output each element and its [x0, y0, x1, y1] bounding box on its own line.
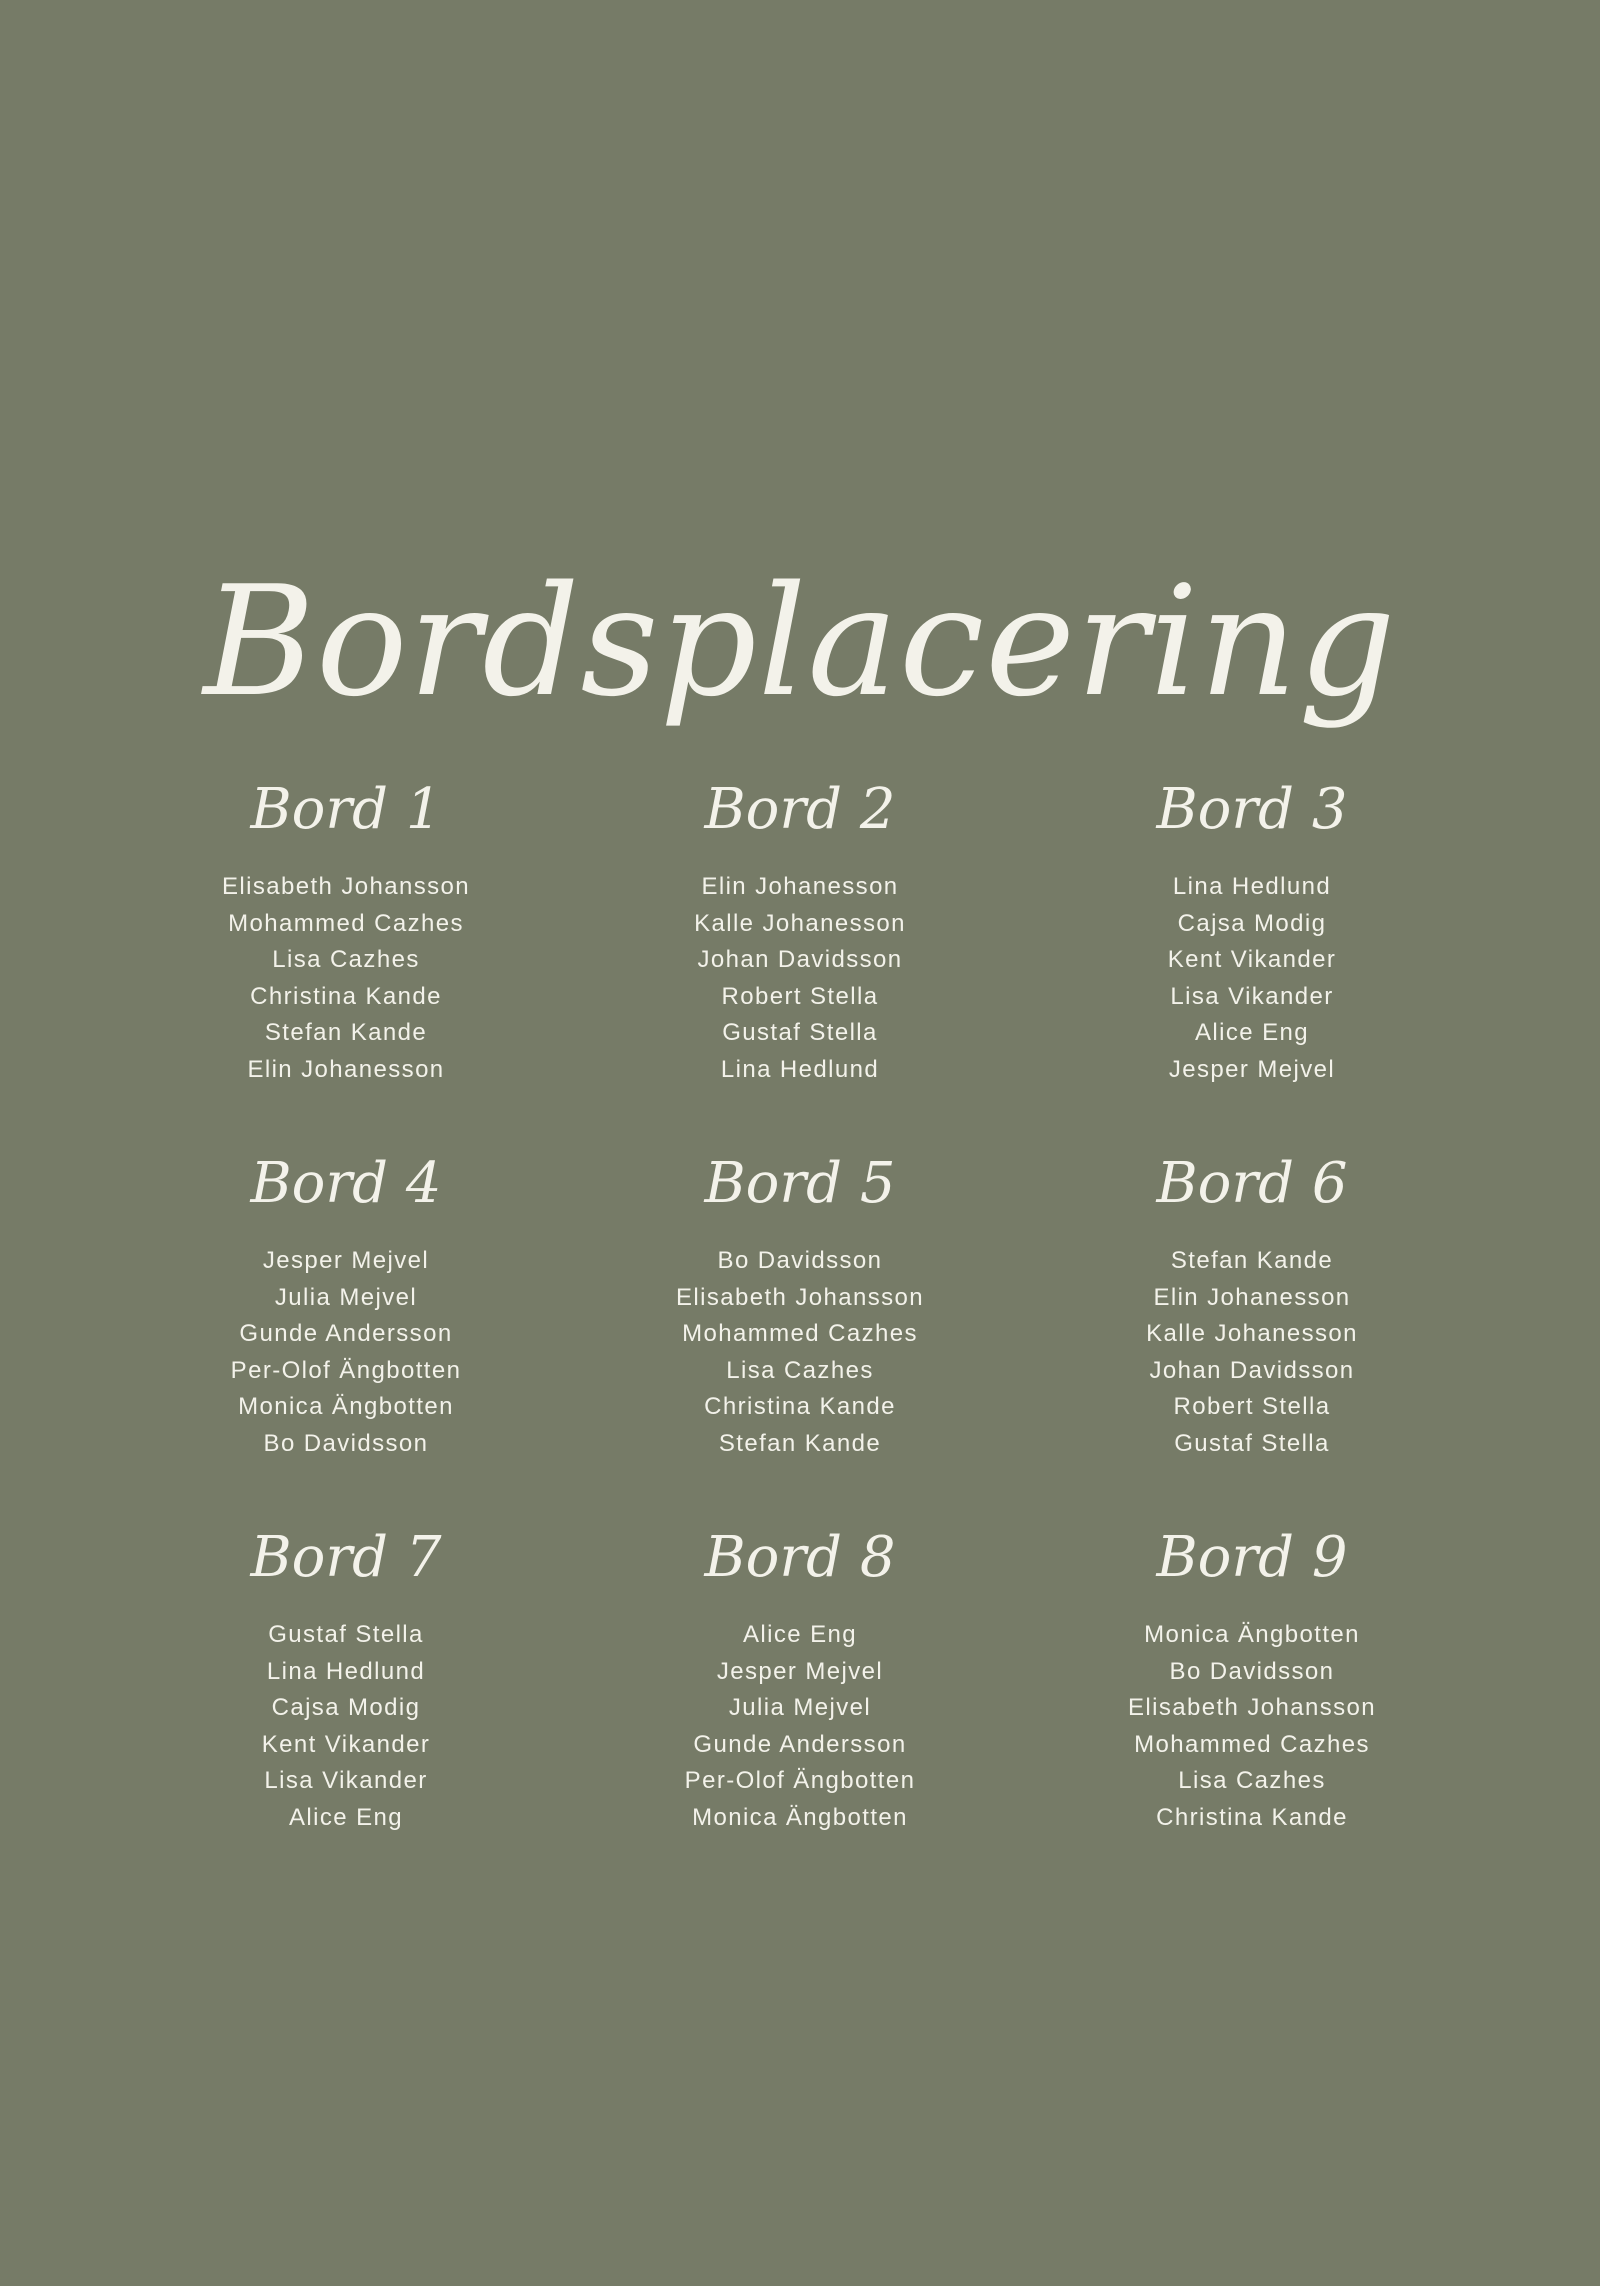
- guest-name: Elisabeth Johansson: [675, 1283, 925, 1311]
- guest-name: Cajsa Modig: [1177, 909, 1327, 937]
- guest-name: Stefan Kande: [1170, 1247, 1334, 1274]
- guest-name: Lina Hedlund: [1172, 873, 1332, 900]
- guest-list: [146, 869, 546, 1088]
- guest-name: Bo Davidsson: [717, 1247, 883, 1274]
- page-title: Bordsplacering: [203, 552, 1397, 730]
- table-heading: Bord 1: [250, 777, 442, 842]
- table-heading: Bord 2: [704, 777, 896, 842]
- table-1: [146, 765, 546, 1088]
- guest-name: Jesper Mejvel: [716, 1657, 884, 1685]
- guest-name: Gunde Andersson: [693, 1730, 907, 1758]
- guest-name: Lisa Cazhes: [1178, 1767, 1326, 1794]
- table-6: [1052, 1139, 1452, 1462]
- guest-list: [1052, 1243, 1452, 1462]
- table-heading: Bord 5: [704, 1151, 896, 1216]
- guest-list: [1052, 869, 1452, 1088]
- guest-name: Alice Eng: [289, 1803, 403, 1831]
- table-3: [1052, 765, 1452, 1088]
- table-5: [600, 1139, 1000, 1462]
- guest-name: Johan Davidsson: [697, 946, 903, 973]
- guest-list: [600, 1243, 1000, 1462]
- table-2: [600, 765, 1000, 1088]
- guest-name: Elin Johanesson: [247, 1055, 445, 1083]
- table-4: [146, 1139, 546, 1462]
- guest-list: [146, 1243, 546, 1462]
- guest-name: Lina Hedlund: [720, 1055, 880, 1083]
- guest-list: [600, 1617, 1000, 1836]
- guest-name: Kalle Johanesson: [694, 909, 906, 937]
- table-8: [600, 1513, 1000, 1836]
- guest-name: Jesper Mejvel: [262, 1247, 430, 1274]
- guest-name: Cajsa Modig: [271, 1694, 421, 1721]
- guest-name: Elin Johanesson: [701, 873, 899, 900]
- guest-name: Lisa Cazhes: [272, 946, 420, 973]
- guest-name: Monica Ängbotten: [692, 1803, 908, 1831]
- table-heading: Bord 3: [1156, 777, 1348, 842]
- guest-name: Mohammed Cazhes: [682, 1320, 918, 1347]
- guest-name: Christina Kande: [250, 982, 442, 1010]
- table-7: [146, 1513, 546, 1836]
- guest-name: Alice Eng: [1195, 1019, 1309, 1046]
- guest-name: Kent Vikander: [1167, 946, 1337, 973]
- guest-name: Gustaf Stella: [722, 1019, 878, 1046]
- guest-name: Monica Ängbotten: [1144, 1621, 1360, 1648]
- guest-list: [146, 1617, 546, 1836]
- guest-name: Lisa Vikander: [264, 1767, 428, 1794]
- table-heading: Bord 9: [1156, 1525, 1348, 1590]
- guest-name: Christina Kande: [704, 1393, 896, 1420]
- table-heading: Bord 6: [1156, 1151, 1348, 1216]
- guest-name: Lina Hedlund: [266, 1657, 426, 1685]
- guest-name: Mohammed Cazhes: [228, 909, 464, 937]
- guest-name: Gustaf Stella: [268, 1621, 424, 1648]
- table-heading: Bord 8: [704, 1525, 896, 1590]
- guest-name: Elin Johanesson: [1153, 1283, 1351, 1311]
- guest-name: Christina Kande: [1156, 1803, 1348, 1831]
- guest-name: Monica Ängbotten: [238, 1393, 454, 1420]
- guest-name: Gustaf Stella: [1174, 1429, 1330, 1457]
- table-9: [1052, 1513, 1452, 1836]
- guest-name: Elisabeth Johansson: [221, 873, 471, 900]
- guest-name: Stefan Kande: [718, 1429, 882, 1457]
- guest-name: Jesper Mejvel: [1168, 1055, 1336, 1083]
- guest-list: [600, 869, 1000, 1088]
- table-heading: Bord 4: [250, 1151, 442, 1216]
- guest-name: Alice Eng: [743, 1621, 857, 1648]
- guest-name: Julia Mejvel: [274, 1283, 418, 1311]
- guest-name: Lisa Vikander: [1170, 982, 1334, 1010]
- guest-name: Per-Olof Ängbotten: [684, 1767, 916, 1794]
- guest-name: Kent Vikander: [261, 1730, 431, 1758]
- guest-name: Gunde Andersson: [239, 1320, 453, 1347]
- guest-name: Lisa Cazhes: [726, 1356, 874, 1384]
- guest-name: Robert Stella: [721, 982, 879, 1010]
- guest-name: Kalle Johanesson: [1146, 1320, 1358, 1347]
- guest-name: Mohammed Cazhes: [1134, 1730, 1370, 1758]
- guest-name: Per-Olof Ängbotten: [230, 1356, 462, 1384]
- guest-name: Bo Davidsson: [263, 1429, 429, 1457]
- table-heading: Bord 7: [250, 1525, 442, 1590]
- guest-name: Johan Davidsson: [1149, 1356, 1355, 1384]
- guest-name: Julia Mejvel: [728, 1694, 872, 1721]
- guest-name: Elisabeth Johansson: [1127, 1694, 1377, 1721]
- guest-list: [1052, 1617, 1452, 1836]
- guest-name: Bo Davidsson: [1169, 1657, 1335, 1685]
- guest-name: Stefan Kande: [264, 1019, 428, 1046]
- guest-name: Robert Stella: [1173, 1393, 1331, 1420]
